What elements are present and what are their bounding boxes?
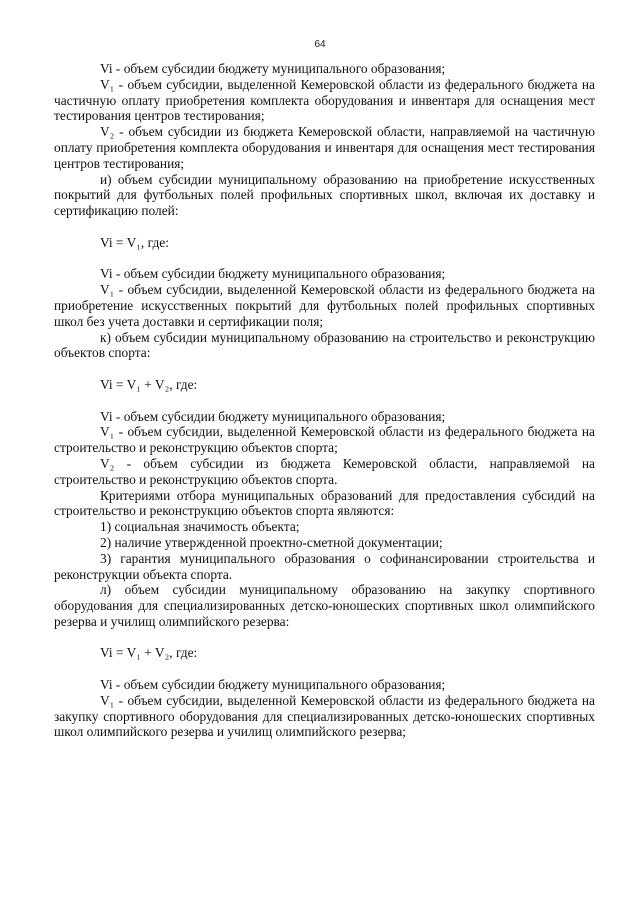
paragraph-v1-definition: V₁ - объем субсидии, выделенной Кемеровской области из федерального бюджета на приобретение искусственных покрытий для футбольных полей профильных спортивных школ без учета доставки и сертификации поля; (54, 282, 595, 329)
formula: Vi = V₁ + V₂, где: (100, 645, 198, 661)
formula: Vi = V₁, где: (100, 234, 169, 250)
list-item-criterion-3: 3) гарантия муниципального образования о софинансировании строительства и реконструкции объекта спорта. (54, 550, 595, 582)
paragraph-v1-definition: V₁ - объем субсидии, выделенной Кемеровской области из федерального бюджета на строительство и реконструкцию объектов спорта; (54, 424, 595, 456)
paragraph-v1-definition: V₁ - объем субсидии, выделенной Кемеровской области из федерального бюджета на закупку спортивного оборудования для специализированных детско-юношеских спортивных школ олимпийского резерва и училищ олимпийского резерва; (54, 692, 595, 740)
paragraph-v2-definition: V₂ - объем субсидии из бюджета Кемеровской области, направляемой на строительство и реконструкцию объектов спорта. (54, 455, 595, 487)
paragraph-criteria: Критериями отбора муниципальных образований для предоставления субсидий на строительство и реконструкцию объектов спорта являются: (54, 487, 595, 519)
paragraph-v2-definition: V₂ - объем субсидии из бюджета Кемеровской области, направляемой на частичную оплату приобретения комплекта оборудования и инвентаря для оснащения мест тестирования центров тестирования; (54, 124, 595, 171)
formula: Vi = V₁ + V₂, где: (100, 376, 198, 392)
page-number: 64 (314, 39, 326, 50)
spacer (54, 661, 595, 677)
paragraph-item-k: к) объем субсидии муниципальному образованию на строительство и реконструкцию объектов спорта: (54, 329, 595, 361)
paragraph-vi-definition: Vi - объем субсидии бюджету муниципального образования; (100, 61, 446, 76)
paragraph-v1-definition: V₁ - объем субсидии, выделенной Кемеровской области из федерального бюджета на частичную оплату приобретения комплекта оборудования и инвентаря для оснащения мест тестирования центров тестирования; (54, 76, 595, 124)
paragraph-vi-definition: Vi - объем субсидии бюджету муниципального образования; (100, 408, 446, 424)
spacer (54, 219, 595, 235)
spacer (54, 251, 595, 267)
paragraph-item-l: л) объем субсидии муниципальному образованию на закупку спортивного оборудования для специализированных детско-юношеских спортивных школ олимпийского резерва и училищ олимпийского резерва: (54, 582, 595, 629)
paragraph-item-i: и) объем субсидии муниципальному образованию на приобретение искусственных покрытий для футбольных полей профильных спортивных школ, включая их доставку и сертификацию полей: (54, 171, 595, 219)
paragraph-vi-definition: Vi - объем субсидии бюджету муниципального образования; (100, 266, 446, 282)
list-item-criterion-1: 1) социальная значимость объекта; (100, 519, 300, 535)
spacer (54, 393, 595, 409)
paragraph-vi-definition: Vi - объем субсидии бюджету муниципального образования; (100, 677, 446, 693)
spacer (54, 361, 595, 377)
spacer (54, 630, 595, 646)
list-item-criterion-2: 2) наличие утвержденной проектно-сметной документации; (100, 534, 443, 550)
page-content (54, 61, 595, 740)
